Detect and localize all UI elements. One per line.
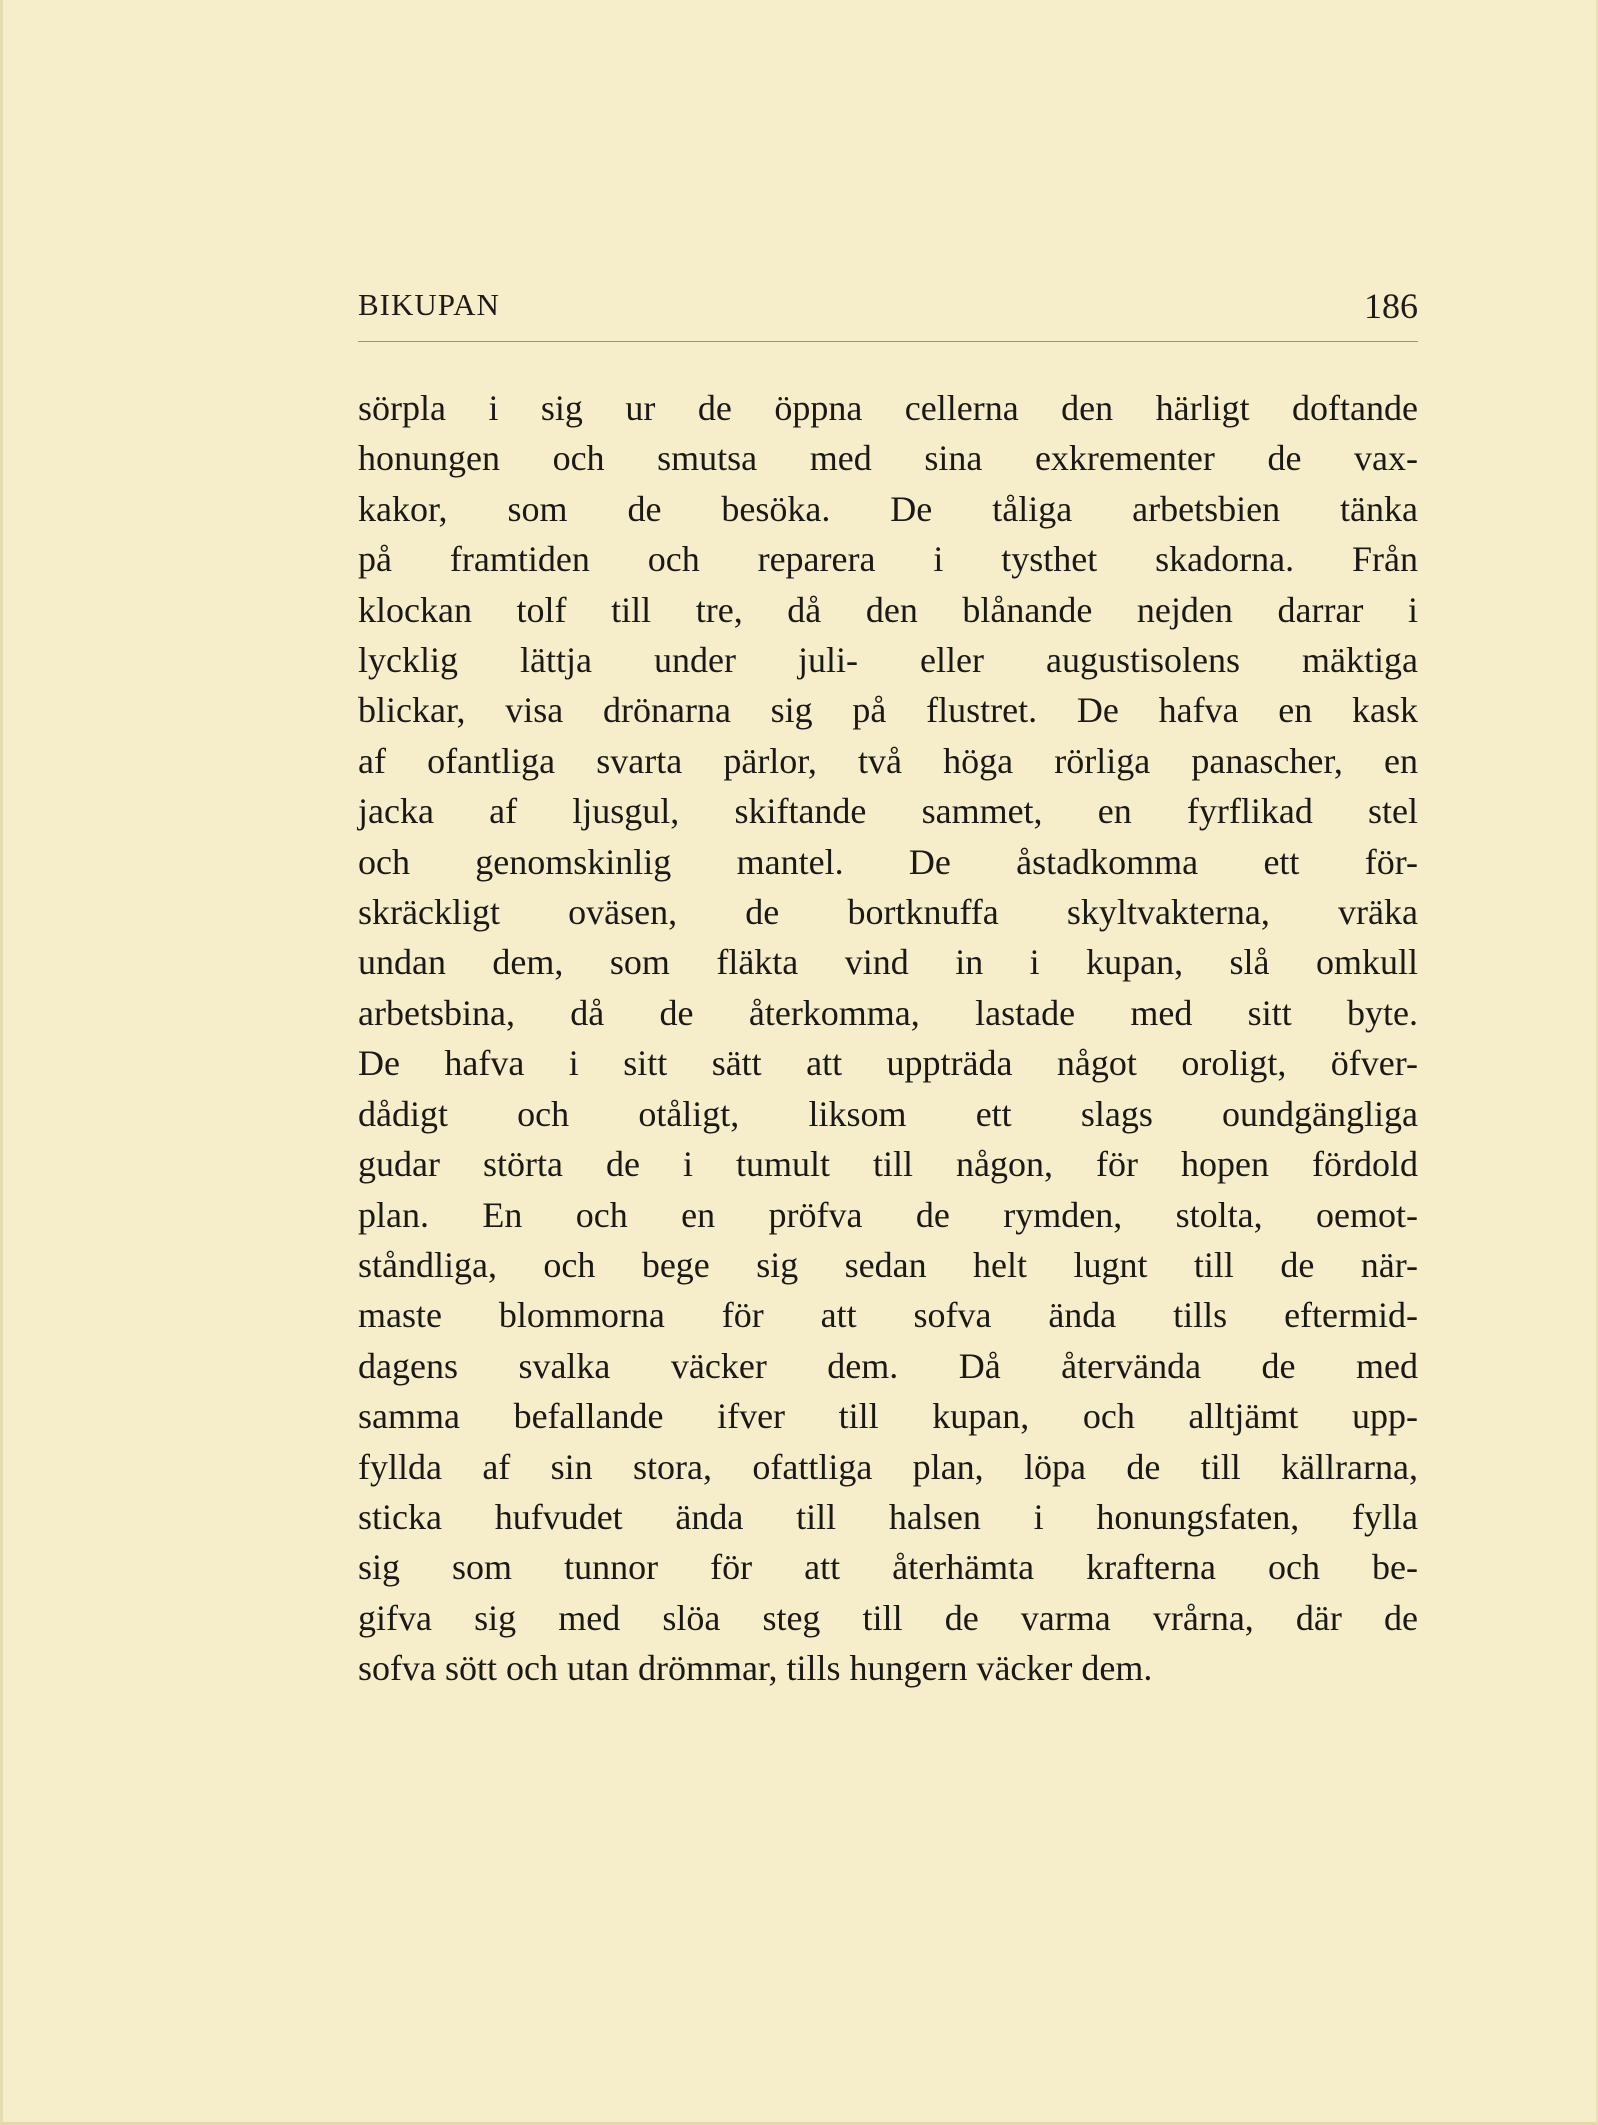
text-line: klockan tolf till tre, då den blånande nejden darrar i xyxy=(358,589,1418,630)
text-line: gifva sig med slöa steg till de varma vrårna, där de xyxy=(358,1597,1418,1638)
text-line: sofva sött och utan drömmar, tills hungern väcker dem. xyxy=(358,1648,1153,1689)
text-line: lycklig lättja under juli- eller augustisolens mäktiga xyxy=(358,640,1418,681)
text-line: sörpla i sig ur de öppna cellerna den härligt doftande xyxy=(358,388,1418,428)
text-line: undan dem, som fläkta vind in i kupan, slå omkull xyxy=(358,942,1418,983)
text-line: honungen och smutsa med sina exkrementer de vax- xyxy=(358,438,1418,479)
text-line: maste blommorna för att sofva ända tills eftermid- xyxy=(358,1295,1418,1336)
text-line: plan. En och en pröfva de rymden, stolta, oemot- xyxy=(358,1194,1418,1235)
text-line: De hafva i sitt sätt att uppträda något oroligt, öfver- xyxy=(358,1043,1418,1084)
text-line: fyllda af sin stora, ofattliga plan, löpa de till källrarna, xyxy=(358,1446,1418,1487)
text-line: sig som tunnor för att återhämta krafterna och be- xyxy=(358,1547,1418,1588)
text-line: jacka af ljusgul, skiftande sammet, en fyrflikad stel xyxy=(358,791,1418,832)
text-line: och genomskinlig mantel. De åstadkomma ett för- xyxy=(358,841,1418,882)
text-line: sticka hufvudet ända till halsen i honungsfaten, fylla xyxy=(358,1496,1418,1537)
text-line: gudar störta de i tumult till någon, för hopen fördold xyxy=(358,1144,1418,1185)
text-line: samma befallande ifver till kupan, och alltjämt upp- xyxy=(358,1396,1418,1437)
text-line: af ofantliga svarta pärlor, två höga rörliga panascher, en xyxy=(358,740,1418,781)
page-number: 186 xyxy=(1364,286,1418,326)
text-line: på framtiden och reparera i tysthet skadorna. Från xyxy=(358,539,1418,580)
text-line: ståndliga, och bege sig sedan helt lugnt till de när- xyxy=(358,1244,1418,1285)
body-text xyxy=(358,383,1418,1694)
text-line: dådigt och otåligt, liksom ett slags oundgängliga xyxy=(358,1093,1418,1134)
text-line: dagens svalka väcker dem. Då återvända de med xyxy=(358,1345,1418,1386)
text-line: arbetsbina, då de återkomma, lastade med sitt byte. xyxy=(358,992,1418,1033)
running-head xyxy=(358,285,1418,342)
text-line: kakor, som de besöka. De tåliga arbetsbien tänka xyxy=(358,488,1418,529)
text-line: skräckligt oväsen, de bortknuffa skyltvakterna, vräka xyxy=(358,892,1418,933)
text-line: blickar, visa drönarna sig på flustret. De hafva en kask xyxy=(358,690,1418,731)
running-title: BIKUPAN xyxy=(358,287,500,322)
